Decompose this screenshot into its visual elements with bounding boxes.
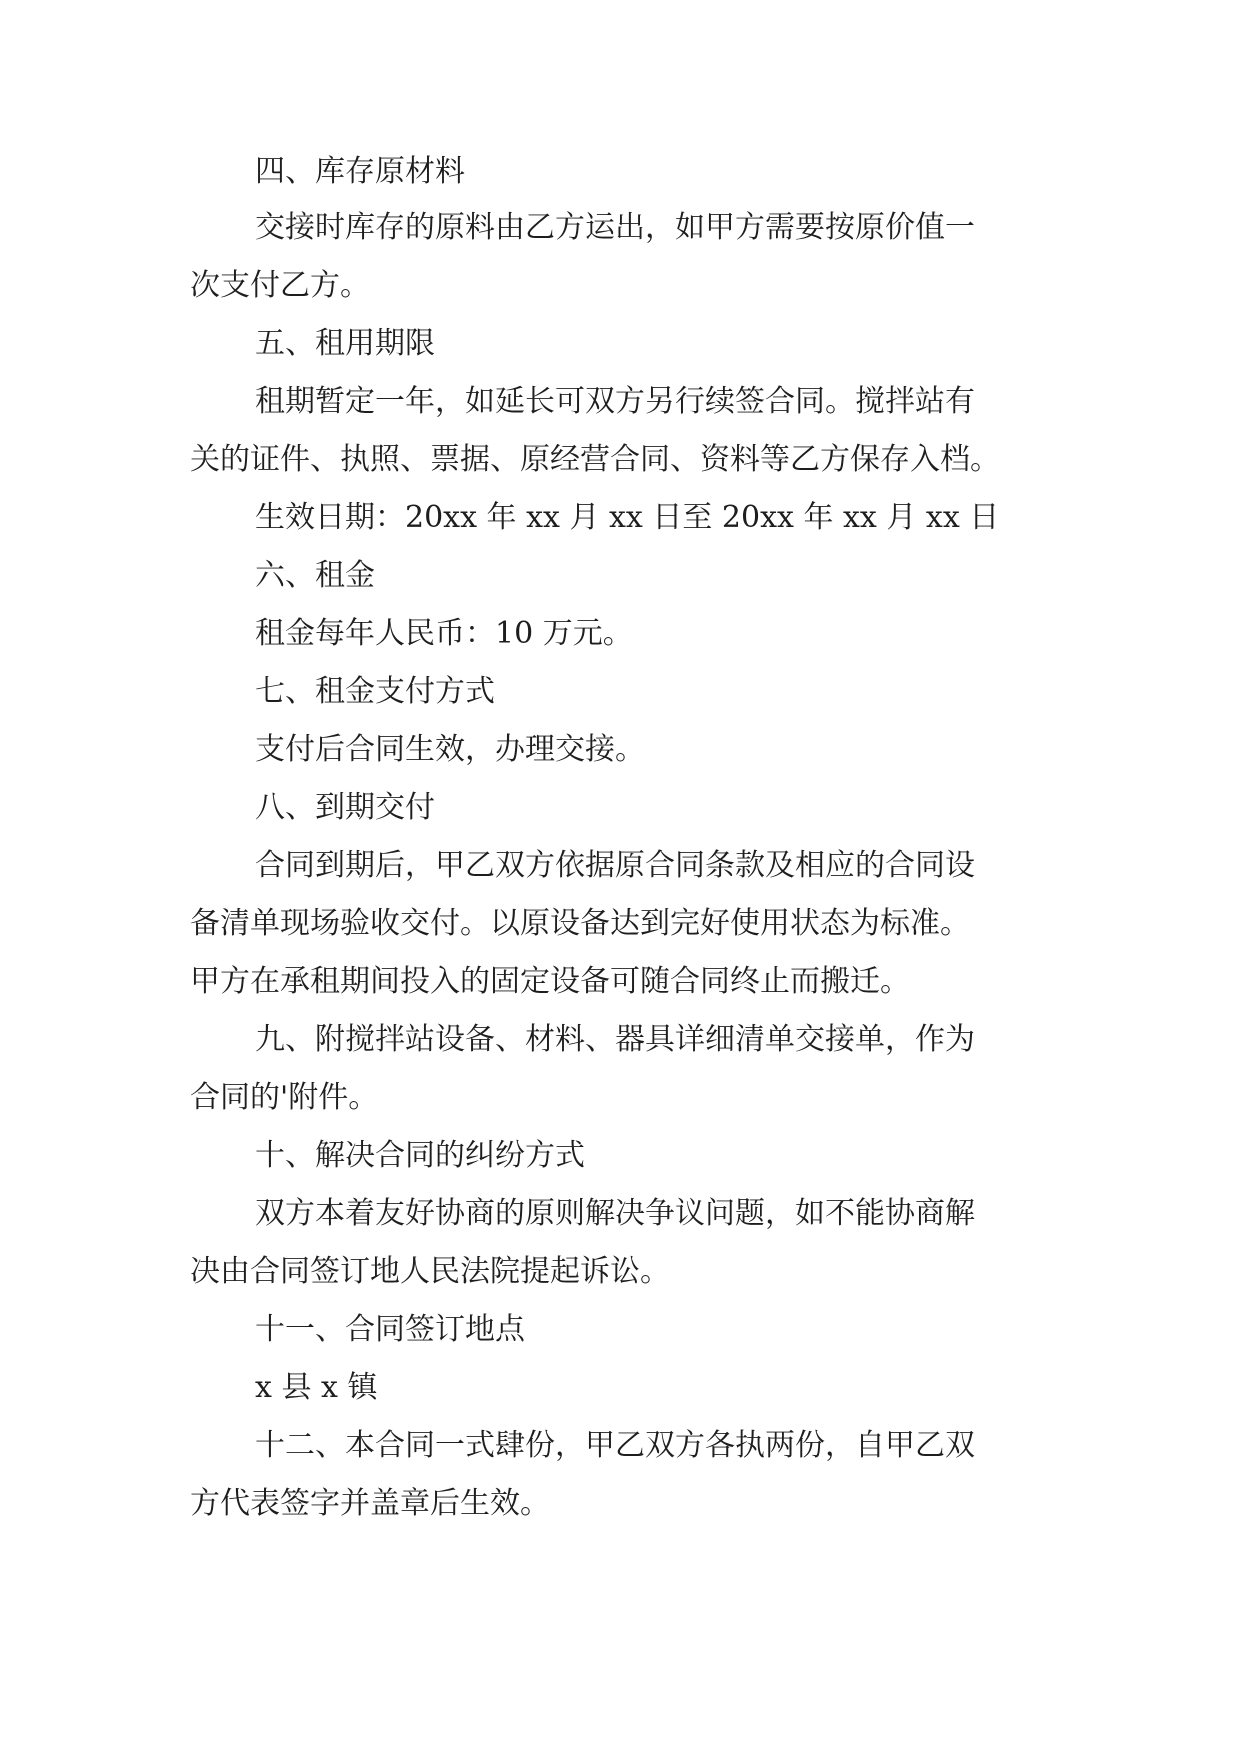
paragraph-line: 备清单现场验收交付。以原设备达到完好使用状态为标准。 bbox=[190, 906, 970, 941]
paragraph-line: 合同到期后，甲乙双方依据原合同条款及相应的合同设 bbox=[255, 848, 975, 883]
section-heading: 五、租用期限 bbox=[255, 326, 435, 361]
section-heading: 六、租金 bbox=[255, 558, 375, 593]
paragraph-line: 关的证件、执照、票据、原经营合同、资料等乙方保存入档。 bbox=[190, 442, 1000, 477]
paragraph-line: 支付后合同生效，办理交接。 bbox=[255, 732, 645, 767]
section-heading: 四、库存原材料 bbox=[255, 154, 465, 189]
section-heading: 九、附搅拌站设备、材料、器具详细清单交接单，作为 bbox=[255, 1022, 975, 1057]
paragraph-line: 交接时库存的原料由乙方运出，如甲方需要按原价值一 bbox=[255, 210, 975, 245]
section-heading: 十二、本合同一式肆份，甲乙双方各执两份，自甲乙双 bbox=[255, 1428, 975, 1463]
paragraph-line: 甲方在承租期间投入的固定设备可随合同终止而搬迁。 bbox=[190, 964, 910, 999]
section-heading: 十、解决合同的纠纷方式 bbox=[255, 1138, 585, 1173]
paragraph-line: 租金每年人民币：10 万元。 bbox=[255, 616, 633, 651]
paragraph-line: x 县 x 镇 bbox=[255, 1370, 378, 1405]
paragraph-line: 双方本着友好协商的原则解决争议问题，如不能协商解 bbox=[255, 1196, 975, 1231]
section-heading: 八、到期交付 bbox=[255, 790, 435, 825]
section-heading: 七、租金支付方式 bbox=[255, 674, 495, 709]
paragraph-line: 租期暂定一年，如延长可双方另行续签合同。搅拌站有 bbox=[255, 384, 975, 419]
section-heading: 十一、合同签订地点 bbox=[255, 1312, 525, 1347]
paragraph-line: 次支付乙方。 bbox=[190, 268, 370, 303]
paragraph-line: 方代表签字并盖章后生效。 bbox=[190, 1486, 550, 1521]
paragraph-line: 生效日期：20xx 年 xx 月 xx 日至 20xx 年 xx 月 xx 日 bbox=[255, 500, 1000, 535]
paragraph-line: 决由合同签订地人民法院提起诉讼。 bbox=[190, 1254, 670, 1289]
paragraph-line: 合同的'附件。 bbox=[190, 1080, 379, 1115]
